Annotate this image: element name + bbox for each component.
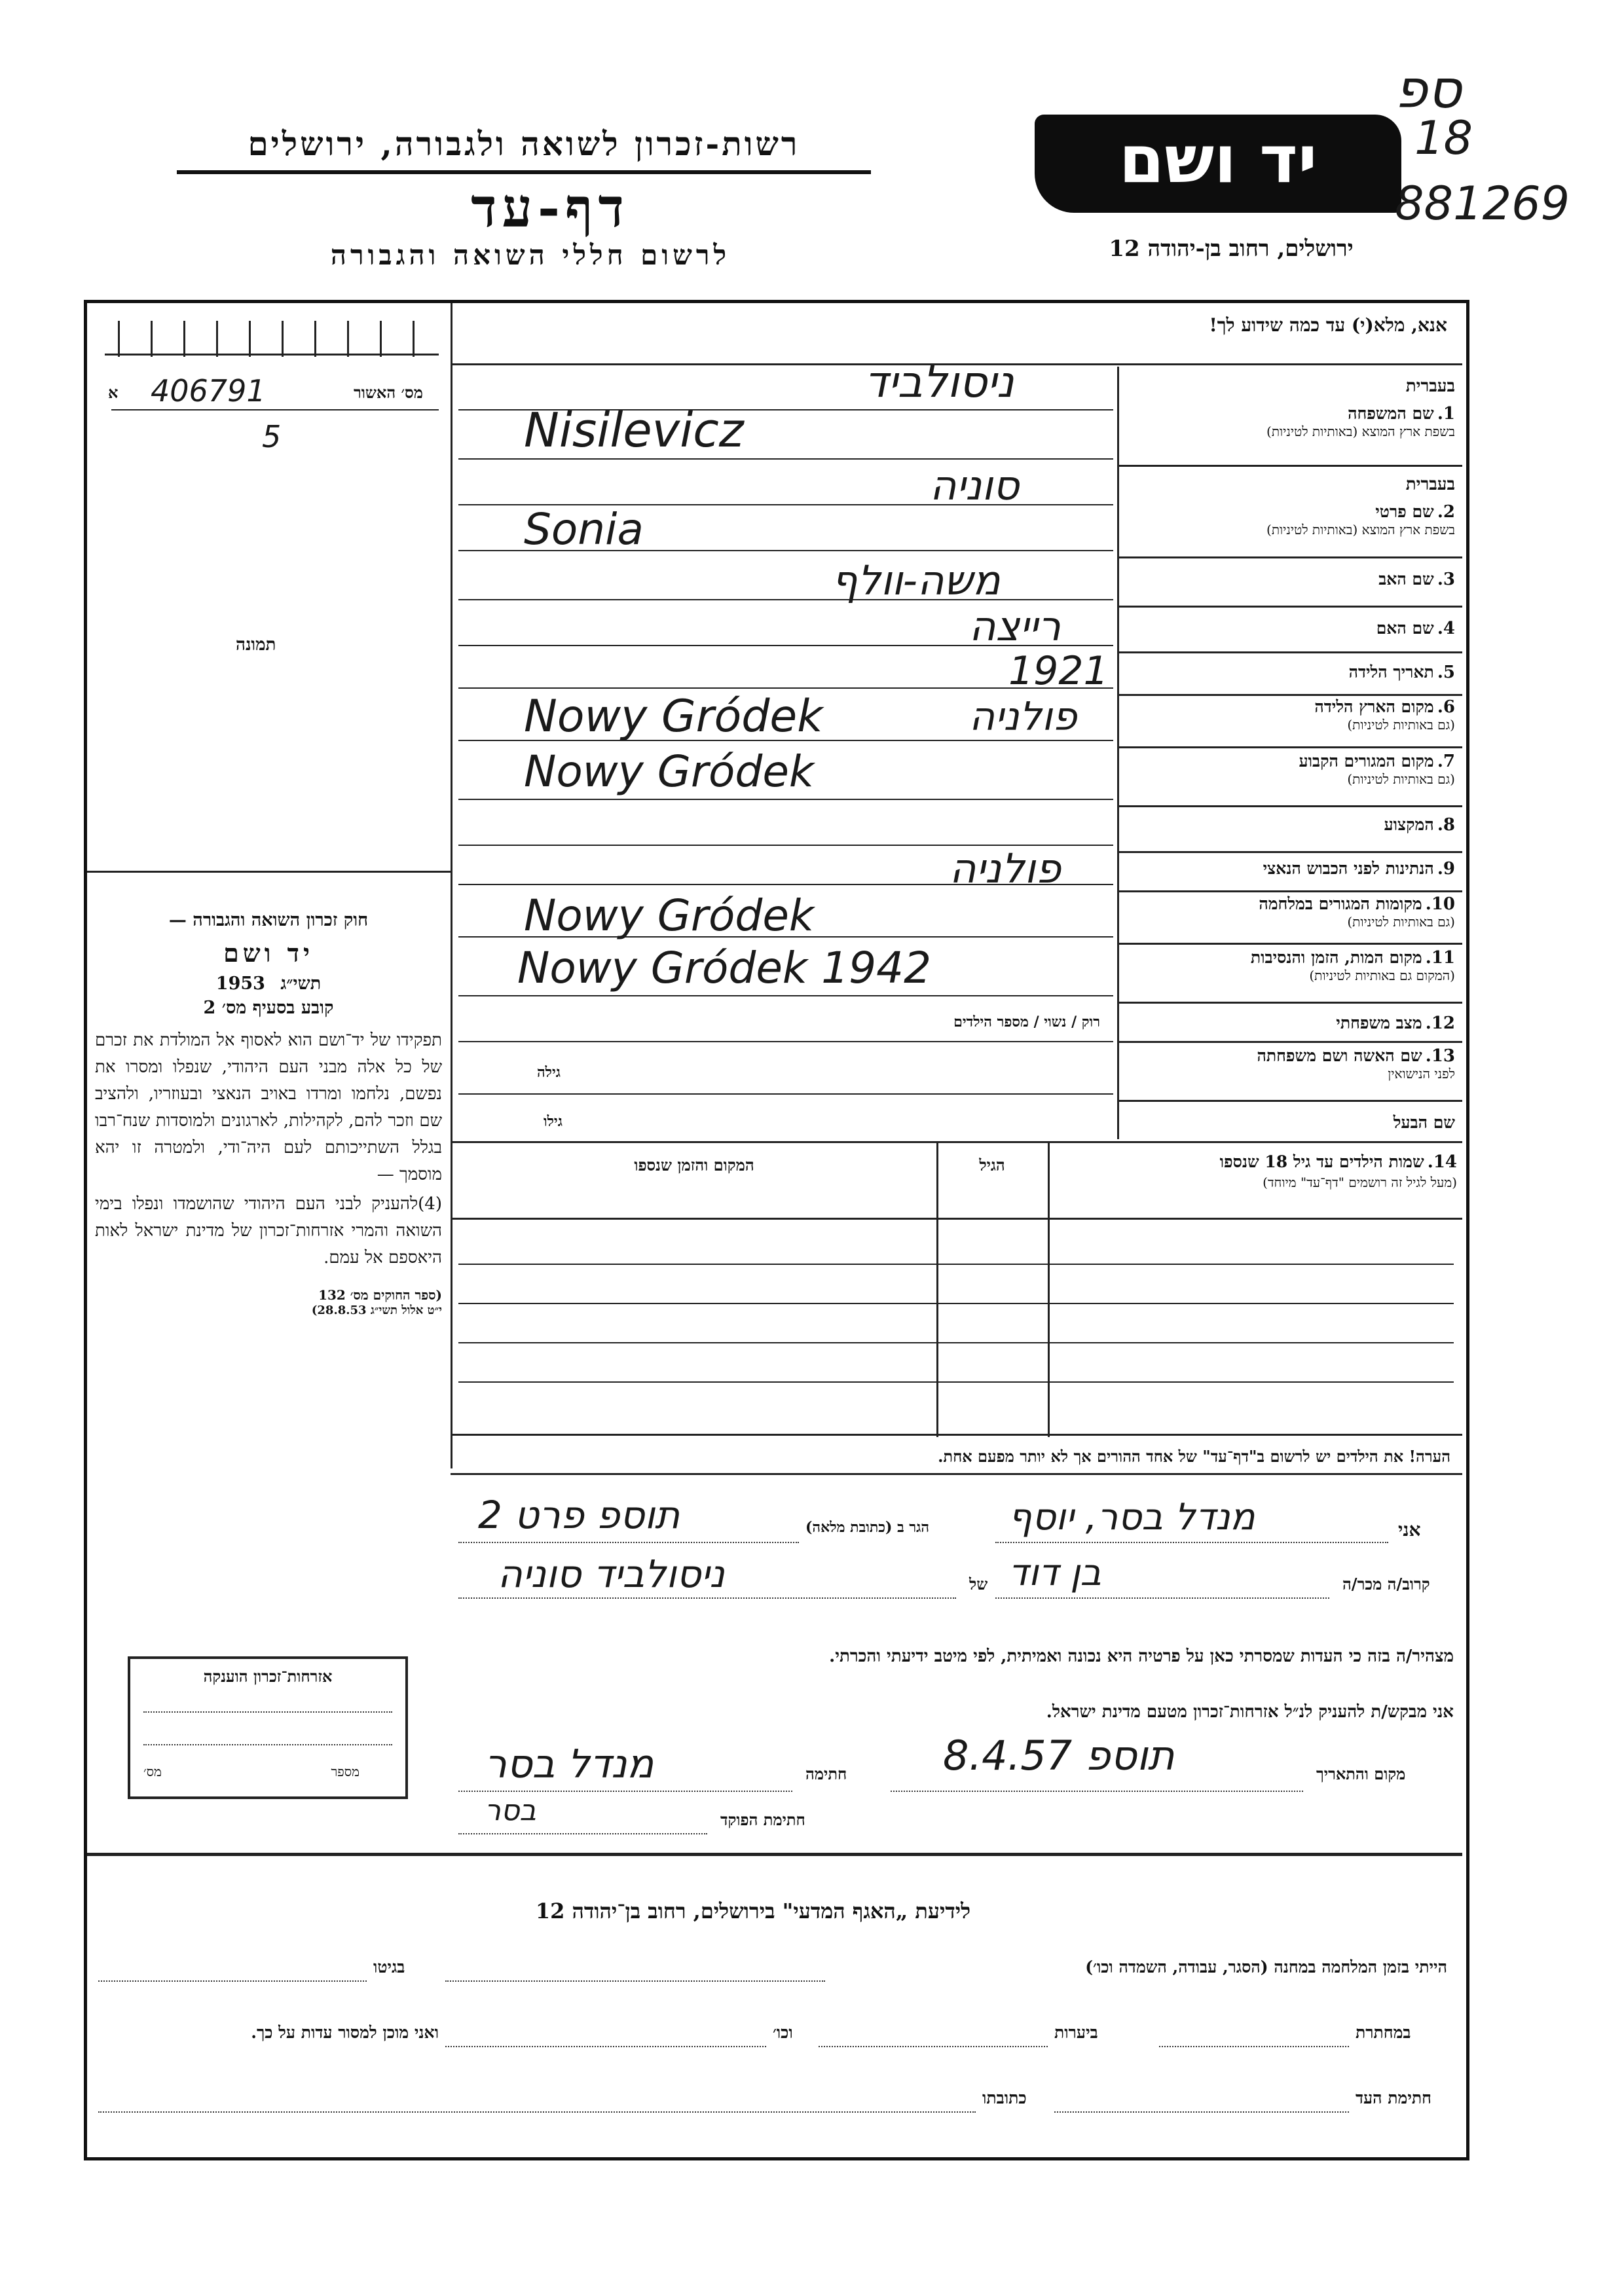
rule-7: [1117, 805, 1462, 807]
left-column-divider: [451, 303, 452, 1468]
field-9-num: 9.: [1437, 859, 1455, 879]
field-3-value: משה-וולף: [832, 556, 1001, 604]
approval-label: מס׳ האשור: [354, 383, 423, 402]
field-1-label-block: [1121, 376, 1455, 440]
field-4-value: רייצה: [969, 602, 1061, 650]
request: אני מבקש/ת להעניק לנ״ל אזרחות־זכרון מטעם מדינת ישראל.: [1046, 1702, 1454, 1722]
field-6-num: 6.: [1437, 697, 1455, 717]
footer-line2-d: ואני מוכן למסור עדות על כך.: [251, 2023, 439, 2042]
field-12-num: 12.: [1425, 1013, 1455, 1033]
form-subtitle: לרשום חללי השואה והגבורה: [330, 239, 731, 271]
field-7-value: Nowy Gródek: [524, 746, 815, 797]
children-row-2: [458, 1303, 1454, 1304]
witness-i-label: אני: [1398, 1519, 1421, 1540]
field-7-num: 7.: [1437, 752, 1455, 771]
witness-address: תוספ פרט 2: [478, 1493, 680, 1537]
instruction: אנא, מלא(י) עד כמה שידוע לך!: [1209, 314, 1447, 336]
corner-note-3: 881269: [1395, 177, 1570, 230]
footer-title: לידיעת „האגף המדעי" בירושלים, רחוב בן־יהודה 12: [535, 1899, 971, 1923]
yad-vashem-logo: [1035, 115, 1401, 213]
law-clause: קובע בסעיף מס׳ 2: [203, 998, 334, 1018]
law-year-hebrew: תשי״ג: [280, 974, 322, 994]
value-line-13: [458, 1093, 1113, 1095]
law-year: 1953: [215, 974, 265, 994]
field-10-label: מקומות המגורים במלחמה: [1259, 894, 1422, 913]
official-line: [458, 1833, 707, 1834]
signature-label: חתימה: [805, 1764, 847, 1783]
witness-signature: מנדל בסר: [485, 1741, 654, 1787]
field-3-num: 3.: [1437, 570, 1455, 589]
relation-line: [995, 1597, 1329, 1599]
footer-line3-b: כתובתו: [982, 2088, 1027, 2107]
law-title: חוק זכרון השואה והגבורה —: [168, 910, 369, 930]
field-7-sub: (גם באותיות לטיניות): [1347, 771, 1455, 787]
footer-line3-dots-b: [98, 2111, 976, 2113]
field-10-value: Nowy Gródek: [524, 890, 815, 941]
official-label: חתימת הפוקד: [720, 1810, 805, 1829]
field-13-sub: לפני הנישואין: [1388, 1066, 1455, 1082]
citizenship-title: אזרחות־זכרון הוענקה: [203, 1667, 333, 1686]
field-11-num: 11.: [1425, 948, 1455, 968]
value-line-11: [458, 995, 1113, 996]
of-name: ניסולביד סוניה: [498, 1552, 725, 1596]
field-11-label-block: [1121, 948, 1455, 984]
field-13-label: שם האשה ושם משפחתה: [1257, 1046, 1422, 1065]
witness-name: מנדל בסר, יוסף: [1008, 1496, 1255, 1539]
wife-age-label: גילה: [537, 1064, 561, 1081]
field-7-label-block: [1121, 752, 1455, 788]
footer-line3-dots-a: [1054, 2111, 1349, 2113]
official-signature: בסר: [485, 1794, 536, 1827]
children-sub: (מעל לגיל זה רושמים "דף־עד" מיוחד): [1263, 1175, 1457, 1190]
law-box: [95, 910, 442, 1317]
field-5-num: 5.: [1437, 663, 1455, 682]
authority-underline: [177, 170, 871, 174]
field-9-value: פולניה: [950, 845, 1061, 892]
label-column-divider: [1117, 367, 1119, 1139]
field-5-label-block: [1121, 663, 1455, 682]
field-1-sub: בשפת ארץ המוצא (באותיות לטיניות): [1266, 424, 1455, 439]
children-col-age: הגיל: [979, 1156, 1005, 1175]
field-2-num: 2.: [1437, 502, 1455, 522]
field-2-value-hebrew: סוניה: [930, 462, 1020, 509]
field-12-label: מצב משפחתי: [1336, 1013, 1422, 1032]
signature-line: [458, 1791, 792, 1792]
husband-age-label: גילו: [544, 1113, 563, 1130]
footer-line2-dots-b: [819, 2046, 1048, 2047]
husband-label-block: [1121, 1113, 1455, 1133]
field-8-label: המקצוע: [1384, 815, 1434, 834]
children-note: הערה! את הילדים יש לרשום ב"דף־עד" של אחד ההורים אך לא יותר מפעם אחת.: [938, 1447, 1450, 1466]
field-5-label: תאריך הלידה: [1348, 663, 1434, 682]
rule-1: [1117, 465, 1462, 467]
logo-text: יד ושם: [1118, 121, 1318, 198]
authority-name: רשות-זכרון לשואה ולגבורה, ירושלים: [248, 124, 800, 163]
field-11-value: Nowy Gródek 1942: [517, 943, 932, 993]
field-12-label-block: [1121, 1013, 1455, 1033]
of-line: [458, 1597, 956, 1599]
children-header-rule: [451, 1218, 1462, 1220]
children-num: 14.: [1427, 1152, 1457, 1172]
field-1-num: 1.: [1437, 404, 1455, 424]
note-rule: [451, 1473, 1462, 1475]
field-10-sub: (גם באותיות לטיניות): [1347, 914, 1455, 930]
of-label: של: [969, 1575, 988, 1594]
field-10-label-block: [1121, 894, 1455, 930]
approval-number: 406791: [151, 373, 266, 409]
corner-note-2: 18: [1414, 111, 1473, 165]
husband-label: שם הבעל: [1393, 1113, 1455, 1132]
rule-12: [1117, 1041, 1462, 1043]
footer-line3-a: חתימת העד: [1356, 2088, 1431, 2107]
field-1-label: שם המשפחה: [1348, 404, 1434, 423]
field-4-label: שם האם: [1376, 619, 1434, 638]
rule-9: [1117, 890, 1462, 892]
field-13-num: 13.: [1425, 1046, 1455, 1066]
footer-line2-dots-c: [445, 2046, 766, 2047]
marital-options: רוק / נשוי / מספר הילדים: [953, 1013, 1100, 1030]
rule-8: [1117, 851, 1462, 853]
relation-value: בן דוד: [1008, 1552, 1101, 1594]
children-bottom: [451, 1434, 1462, 1436]
children-row-3: [458, 1342, 1454, 1343]
children-col-divider-1: [1048, 1142, 1050, 1437]
declaration: מצהיר/ה בזה כי העדות שמסרתי כאן על פרטיה היא נכונה ואמיתית, לפי מיטב ידיעתי והכרתי.: [829, 1647, 1454, 1666]
field-3-label: שם האב: [1378, 570, 1434, 589]
field-7-label: מקום המגורים הקבוע: [1299, 752, 1434, 771]
field-4-label-block: [1121, 619, 1455, 638]
value-line-7: [458, 799, 1113, 800]
approval-suffix: 5: [262, 419, 282, 454]
field-2-heb-tag: בעברית: [1405, 475, 1455, 494]
address: ירושלים, רחוב בן-יהודה 12: [1109, 236, 1354, 262]
field-9-label-block: [1121, 859, 1455, 879]
law-gazette: (ספר החוקים מס׳ 132: [318, 1287, 442, 1303]
field-1-heb-tag: בעברית: [1405, 376, 1455, 396]
field-6-label: מקום הארץ הלידה: [1314, 697, 1434, 716]
corner-note-1: ספ: [1395, 59, 1462, 120]
rule-5: [1117, 694, 1462, 696]
photo-area-bottom: [87, 871, 451, 873]
photo-label: תמונה: [236, 635, 276, 655]
citizenship-number-label: מספר: [331, 1764, 360, 1779]
law-name: יד ושם: [223, 938, 314, 968]
field-1-value-latin: Nisilevicz: [524, 403, 744, 458]
value-line-12: [458, 1041, 1113, 1042]
witness-address-line: [458, 1542, 799, 1543]
children-col-place: המקום והזמן שנספו: [634, 1156, 754, 1175]
form-title: דף-עד: [471, 177, 629, 240]
children-label: שמות הילדים עד גיל 18 שנספו: [1219, 1152, 1424, 1171]
field-6-label-block: [1121, 697, 1455, 733]
children-col-divider-2: [936, 1142, 938, 1437]
field-9-label: הנתינות לפני הכבוש הנאצי: [1263, 859, 1434, 878]
rule-3: [1117, 606, 1462, 608]
value-line-3: [458, 599, 1113, 600]
children-row-4: [458, 1381, 1454, 1383]
witness-name-line: [995, 1542, 1388, 1543]
field-8-label-block: [1121, 815, 1455, 835]
place-date-line: [891, 1791, 1303, 1792]
value-line-1b: [458, 458, 1113, 460]
witness-resides-label: הגר ב (כתובת מלאה): [805, 1519, 930, 1536]
approval-ticks: [105, 321, 439, 360]
field-11-sub: (המקום גם באותיות לטיניות): [1309, 968, 1455, 983]
field-2-value-latin: Sonia: [524, 504, 644, 555]
field-2-label: שם פרטי: [1375, 502, 1434, 521]
rule-4: [1117, 651, 1462, 653]
field-2-label-block: [1121, 475, 1455, 538]
field-4-num: 4.: [1437, 619, 1455, 638]
footer-line1-b: בגיטו: [373, 1958, 405, 1977]
footer-line1-a: הייתי בזמן המלחמה במחנה (הסגר, עבודה, השמדה וכו׳): [1085, 1958, 1447, 1977]
footer-rule-top: [87, 1853, 1462, 1856]
approval-prefix: א: [108, 383, 119, 402]
law-text: תפקידו של יד־ושם הוא לאסוף אל המולדת את זכרם של כל אלה מבני העם היהודי, שנפלו ומסרו את נפשם, נלחמו ומרדו באויב הנאצי ובעוזריו, ולהציב שם וזכר להם, לקהילות, לארגונים ולמוסדות שנח־רבו בגלל השתייכותם לעם היה־ודי, ולמטרה זו יהא מוסמך —: [95, 1030, 442, 1184]
rule-11: [1117, 1002, 1462, 1004]
footer-line2-a: במחתרת: [1356, 2023, 1411, 2042]
place-date-label: מקום והתאריך: [1316, 1764, 1406, 1783]
footer-line2-c: וכו׳: [773, 2023, 793, 2042]
field-1-value-hebrew: ניסולביד: [864, 357, 1014, 407]
footer-line1-dots-b: [98, 1980, 367, 1982]
field-3-label-block: [1121, 570, 1455, 589]
field-6-value-hebrew: פולניה: [969, 694, 1077, 740]
citizenship-no-label: מס׳: [143, 1764, 162, 1779]
field-10-num: 10.: [1425, 894, 1455, 914]
approval-rule: [111, 409, 439, 410]
law-gazette-2: י״ט אלול תשי״ג 28.8.53): [311, 1303, 442, 1317]
rule-13: [1117, 1100, 1462, 1102]
footer-line2-b: ביערות: [1054, 2023, 1098, 2042]
law-text-2: (4)להעניק לבני העם היהודי שהושמדו ונפלו בימי השואה והמרי אזרחות־זכרון של מדינת ישראל לאות היאספם אל עמם.: [95, 1194, 442, 1267]
citizenship-box: [128, 1656, 408, 1799]
children-header: [1054, 1152, 1457, 1191]
field-5-value: 1921: [1008, 648, 1109, 694]
field-13-label-block: [1121, 1046, 1455, 1082]
place-date-value: תוספ 8.4.57: [943, 1732, 1175, 1779]
field-6-value-latin: Nowy Gródek: [524, 691, 823, 742]
rule-6: [1117, 746, 1462, 748]
footer-line1-dots-a: [445, 1980, 825, 1982]
relation-label: קרוב/ה מכר/ה: [1342, 1575, 1430, 1594]
rule-2: [1117, 556, 1462, 558]
children-row-1: [458, 1264, 1454, 1265]
rule-10: [1117, 943, 1462, 945]
field-2-sub: בשפת ארץ המוצא (באותיות לטיניות): [1266, 522, 1455, 538]
rule-children-top: [451, 1141, 1462, 1143]
field-6-sub: (גם באותיות לטיניות): [1347, 717, 1455, 733]
footer-line2-dots-a: [1159, 2046, 1349, 2047]
field-8-num: 8.: [1437, 815, 1455, 835]
field-11-label: מקום המות, הזמן והנסיבות: [1250, 948, 1422, 967]
